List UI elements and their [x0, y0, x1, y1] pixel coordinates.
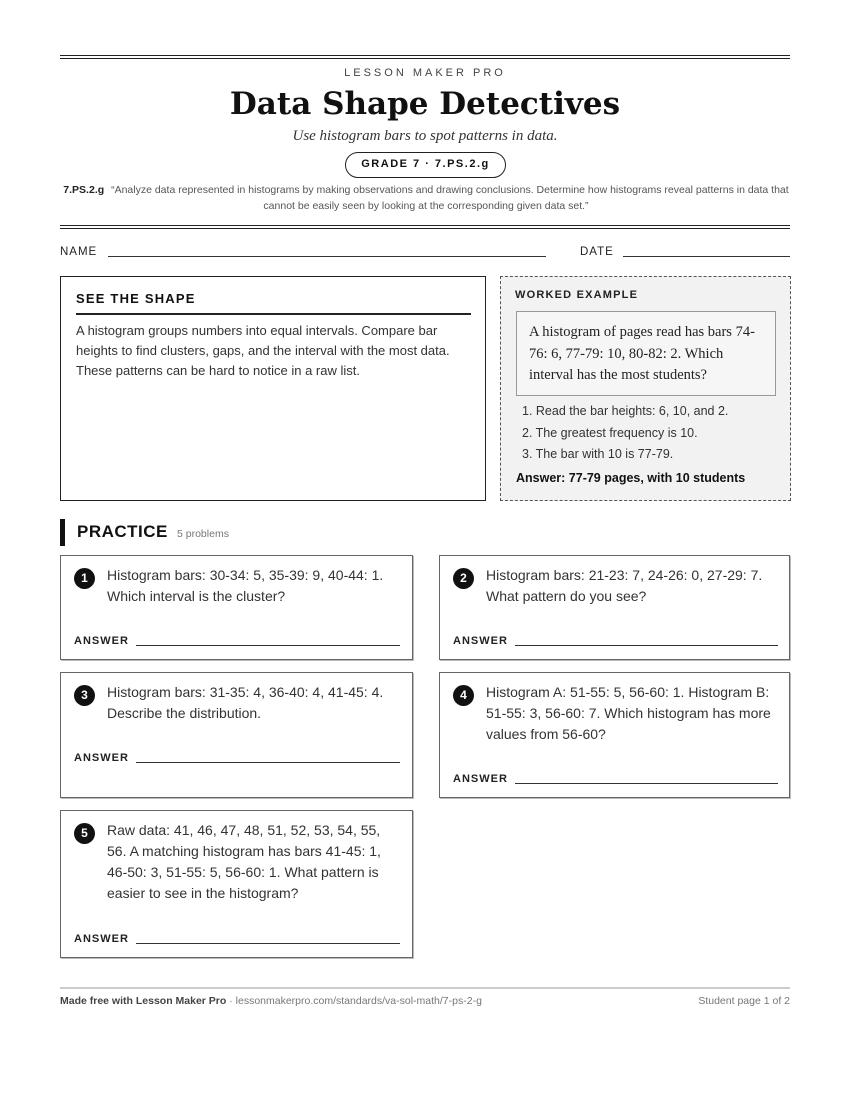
worked-example-steps	[522, 401, 782, 466]
see-the-shape-title: SEE THE SHAPE	[76, 291, 471, 315]
grade-badge: GRADE 7 · 7.PS.2.g	[345, 152, 506, 178]
worksheet-title: Data Shape Detectives	[229, 86, 621, 122]
footer-credit	[60, 995, 482, 1007]
problem-text: Histogram bars: 30-34: 5, 35-39: 9, 40-44: 1. Which interval is the cluster?	[107, 567, 384, 604]
answer-label: ANSWER	[74, 635, 129, 647]
problem-number: 3	[74, 685, 95, 706]
footer-page-number: Student page 1 of 2	[698, 995, 790, 1007]
problem-card-2	[439, 555, 790, 660]
problem-card-3	[60, 672, 413, 798]
see-the-shape-panel	[60, 276, 486, 501]
answer-field[interactable]	[515, 645, 778, 646]
problem-number: 5	[74, 823, 95, 844]
answer-label: ANSWER	[453, 635, 508, 647]
problem-number: 1	[74, 568, 95, 589]
practice-title: PRACTICE	[77, 522, 168, 541]
footer-url[interactable]: · lessonmakerpro.com/standards/va-sol-math/7-ps-2-g	[226, 995, 482, 1007]
brand-name: LESSON MAKER PRO	[344, 67, 506, 79]
worked-example-answer: Answer: 77-79 pages, with 10 students	[516, 471, 746, 485]
worked-step: 2. The greatest frequency is 10.	[522, 425, 698, 440]
footer-made-with: Made free with Lesson Maker Pro	[60, 995, 227, 1007]
problem-text: Histogram A: 51-55: 5, 56-60: 1. Histogram B: 51-55: 3, 56-60: 7. Which histogram has more values from 56-60?	[486, 684, 771, 742]
name-field[interactable]	[108, 256, 546, 257]
footer-rule	[60, 987, 790, 989]
answer-field[interactable]	[515, 783, 778, 784]
answer-label: ANSWER	[74, 933, 129, 945]
problem-number: 4	[453, 685, 474, 706]
answer-label: ANSWER	[453, 773, 508, 785]
see-the-shape-body: A histogram groups numbers into equal intervals. Compare bar heights to find clusters, gaps, and the interval with the most data. These patterns can be hard to notice in a raw list.	[76, 323, 450, 378]
worked-step: 3. The bar with 10 is 77-79.	[522, 447, 674, 461]
top-double-rule	[60, 55, 790, 59]
practice-count: 5 problems	[177, 528, 229, 540]
date-field[interactable]	[623, 256, 790, 257]
worked-step: 1. Read the bar heights: 6, 10, and 2.	[522, 404, 729, 418]
problem-number: 2	[453, 568, 474, 589]
header-bottom-rule	[60, 225, 790, 229]
problem-text: Histogram bars: 21-23: 7, 24-26: 0, 27-29: 7. What pattern do you see?	[486, 567, 763, 604]
answer-label: ANSWER	[74, 752, 129, 764]
worked-example-problem: A histogram of pages read has bars 74-76: 6, 77-79: 10, 80-82: 2. Which interval has the most students?	[516, 311, 776, 396]
date-label: DATE	[580, 246, 614, 258]
worksheet-subtitle: Use histogram bars to spot patterns in data.	[292, 128, 558, 144]
answer-field[interactable]	[136, 943, 400, 944]
problem-card-5	[60, 810, 413, 958]
worked-example-panel	[500, 276, 791, 501]
practice-accent-bar	[60, 519, 65, 546]
standard-text: “Analyze data represented in histograms by making observations and drawing conclusions. Determine how histograms reveal patterns in data that cannot be easily seen by looking at the corresponding given data set.”	[111, 184, 789, 212]
standard-description	[60, 182, 792, 214]
problem-card-1	[60, 555, 413, 660]
worked-example-title: WORKED EXAMPLE	[515, 289, 639, 301]
problem-card-4	[439, 672, 790, 798]
standard-code: 7.PS.2.g	[63, 184, 105, 196]
answer-field[interactable]	[136, 645, 400, 646]
problem-text: Histogram bars: 31-35: 4, 36-40: 4, 41-45: 4. Describe the distribution.	[107, 684, 384, 721]
answer-field[interactable]	[136, 762, 400, 763]
name-label: NAME	[60, 246, 98, 258]
problem-text: Raw data: 41, 46, 47, 48, 51, 52, 53, 54, 55, 56. A matching histogram has bars 41-45: 1, 46-50: 3, 51-55: 5, 56-60: 1. What pattern is easier to see in the histogram?	[107, 822, 381, 901]
